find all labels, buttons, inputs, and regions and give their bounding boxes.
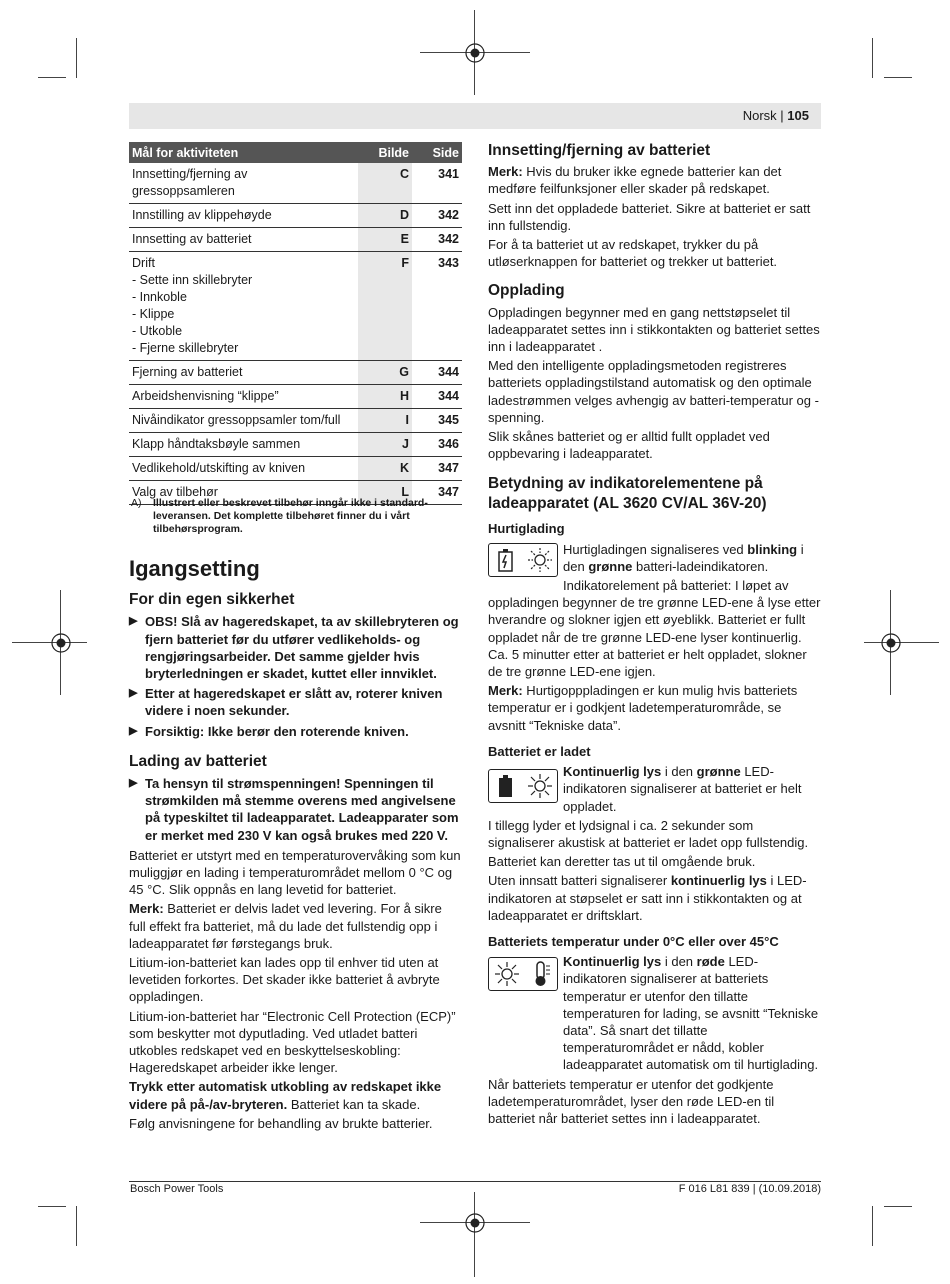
fast-charge-indicator-icon	[488, 543, 558, 577]
thermometer-icon	[529, 960, 553, 988]
battery-charging-icon	[494, 547, 518, 573]
charging-heading: Lading av batteriet	[129, 752, 267, 770]
activity-cell: Nivåindikator gressoppsamler tom/full	[129, 409, 358, 433]
steady-led-icon	[527, 773, 553, 799]
charging-heading: Opplading	[488, 282, 565, 300]
paragraph: Trykk etter automatisk utkobling av redskapet ikke videre på på-/av-bryteren. Batteriet kan ta skade.	[129, 1079, 442, 1112]
registration-mark-icon	[50, 632, 72, 654]
table-row	[129, 204, 462, 228]
paragraph: Indikatorelement på batteriet: I løpet av oppladingen begynner de tre grønne LED-ene å lyse etter hverandre og slokner igjen ett øyeblikk. Batteriet er fullt oppladet når de tre grønne LED-ene lyser kontinuerlig. Ca. 5 minutter etter at batteriet er helt oppladet, slokner de tre grønne LED-ene igjen.	[488, 578, 821, 680]
list-item	[129, 613, 462, 682]
image-cell: C	[358, 163, 412, 204]
table-row	[129, 433, 462, 457]
paragraph: Merk: Hurtigopppladingen er kun mulig hvis batteriets temperatur er i godkjent ladetemperaturområde, se avsnitt “Tekniske data”.	[488, 683, 798, 733]
page-cell: 346	[412, 433, 462, 457]
table-header-activity: Mål for aktiviteten	[129, 142, 358, 163]
registration-mark-icon	[464, 42, 486, 64]
registration-mark-icon	[464, 1212, 486, 1234]
table-row	[129, 457, 462, 481]
activity-cell: Vedlikehold/utskifting av kniven	[129, 457, 358, 481]
list-item	[129, 775, 462, 844]
section-title: Igangsetting	[129, 556, 260, 581]
paragraph: Slik skånes batteriet og er alltid fullt oppladet ved oppbevaring i ladeapparatet.	[488, 429, 770, 462]
paragraph: Merk: Hvis du bruker ikke egnede batterier kan det medføre feilfunksjoner eller skader på redskapet.	[488, 164, 782, 197]
image-cell: H	[358, 385, 412, 409]
paragraph: Sett inn det oppladede batteriet. Sikre at batteriet er satt inn fullstendig.	[488, 200, 811, 233]
right-column	[488, 142, 821, 1129]
paragraph: Oppladingen begynner med en gang nettstøpselet til ladeapparatet settes inn i stikkontakten og batteriet settes inn i ladeapparatet .	[488, 304, 820, 355]
paragraph: Kontinuerlig lys i den røde LED-indikatoren signaliserer at batteriets temperatur er utenfor den tillatte temperaturen for lading, se avsnitt “Tekniske data”. Så snart det tillatte temperaturområdet er nådd, kobler ladeapparatet automatisk om til hurtiglading.	[563, 954, 819, 1073]
table-row	[129, 228, 462, 252]
activity-table	[129, 142, 462, 505]
left-column	[129, 556, 462, 1134]
header-text: Norsk | 105	[742, 108, 809, 123]
activity-cell: Valg av tilbehør	[129, 481, 358, 505]
indicator-heading: Betydning av indikatorelementene på ladeapparatet (AL 3620 CV/AL 36V-20)	[488, 475, 767, 513]
bullet-arrow-icon: ▶	[129, 687, 138, 700]
page-cell: 342	[412, 228, 462, 252]
paragraph: Hurtigladingen signaliseres ved blinking i den grønne batteri-ladeindikatoren.	[563, 541, 804, 574]
paragraph: Når batteriets temperatur er utenfor det godkjente ladetemperaturområdet, lyser den røde LED-en til batteriet når batteriet settes inn i ladeapparatet.	[488, 1076, 775, 1126]
table-row	[129, 385, 462, 409]
paragraph: Følg anvisningene for behandling av brukte batterier.	[129, 1115, 433, 1131]
blinking-led-icon	[527, 547, 553, 573]
fast-charge-block	[488, 541, 821, 734]
safety-heading: For din egen sikkerhet	[129, 591, 295, 609]
charging-warning-list	[129, 775, 462, 844]
image-cell: G	[358, 361, 412, 385]
table-header-image: Bilde	[358, 142, 412, 163]
image-cell: D	[358, 204, 412, 228]
footer-left: Bosch Power Tools	[130, 1183, 224, 1195]
table-body	[129, 163, 462, 505]
table-row	[129, 252, 462, 361]
page-cell: 347	[412, 481, 462, 505]
header-language: Norsk	[742, 108, 777, 123]
safety-item-text: OBS! Slå av hageredskapet, ta av skillebryteren og fjern batteriet før du utfører vedlikeholds- og rengjøringsarbeider. Det samme gjelder hvis bryterledningen er skadet, kuttet eller innviklet.	[145, 614, 459, 682]
footnote-label: A)	[131, 497, 142, 509]
paragraph: Merk: Batteriet er delvis ladet ved levering. For å sikre full effekt fra batteriet, må du lade det fullstendig opp i ladeapparatet før førstegangs bruk.	[129, 901, 442, 951]
charged-block	[488, 763, 821, 924]
paragraph: Uten innsatt batteri signaliserer kontinuerlig lys i LED-indikatoren at støpselet er satt inn i stikkontakten og at ladeapparatet er driftsklart.	[488, 873, 807, 923]
image-cell: E	[358, 228, 412, 252]
header-page-number: 105	[787, 108, 809, 123]
activity-cell: Innstilling av klippehøyde	[129, 204, 358, 228]
temperature-indicator-icon	[488, 957, 558, 991]
fast-charge-heading: Hurtiglading	[488, 521, 565, 537]
list-item	[129, 685, 462, 719]
charging-warning-text: Ta hensyn til strømspenningen! Spenningen til strømkilden må stemme overens med angivelsene på typeskiltet til ladeapparatet. Ladeapparater som er merket med 230 V kan også brukes med 220 V.	[145, 776, 459, 843]
page-cell: 343	[412, 252, 462, 361]
table-row	[129, 361, 462, 385]
paragraph: Batteriet er utstyrt med en temperaturovervåking som kun muliggjør en lading i temperaturområdet mellom 0 °C og 45 °C. Slik oppnås en lang levetid for batteriet.	[129, 847, 461, 898]
battery-full-icon	[494, 773, 518, 799]
page-cell: 345	[412, 409, 462, 433]
page-cell: 347	[412, 457, 462, 481]
safety-list	[129, 613, 462, 739]
footer-divider	[129, 1181, 821, 1182]
paragraph: Kontinuerlig lys i den grønne LED-indikatoren signaliserer at batteriet er helt oppladet.	[563, 764, 802, 814]
list-item	[129, 723, 462, 740]
bullet-arrow-icon: ▶	[129, 724, 138, 737]
steady-led-icon	[494, 961, 520, 987]
table-row	[129, 163, 462, 204]
paragraph: Batteriet kan deretter tas ut til omgående bruk.	[488, 854, 756, 870]
footnote-text: Illustrert eller beskrevet tilbehør inngår ikke i standard-leveransen. Det komplette tilbehøret finner du i vårt tilbehørsprogram.	[153, 497, 428, 535]
image-cell: I	[358, 409, 412, 433]
safety-item-text: Forsiktig: Ikke berør den roterende kniven.	[145, 723, 409, 739]
bullet-arrow-icon: ▶	[129, 777, 138, 790]
image-cell: J	[358, 433, 412, 457]
image-cell: K	[358, 457, 412, 481]
activity-cell: Drift - Sette inn skillebryter - Innkoble - Klippe - Utkoble - Fjerne skillebryter	[129, 252, 358, 361]
charged-indicator-icon	[488, 769, 558, 803]
registration-mark-icon	[880, 632, 902, 654]
image-cell: L	[358, 481, 412, 505]
page-header	[129, 103, 821, 129]
safety-item-text: Etter at hageredskapet er slått av, roterer kniven videre i noen sekunder.	[145, 686, 443, 719]
page-cell: 342	[412, 204, 462, 228]
paragraph: Litium-ion-batteriet har “Electronic Cell Protection (ECP)” som beskytter mot dyputlading. Ved utladet batteri utkobles redskapet ved en beskyttelseskobling: Hageredskapet arbeider ikke lenger.	[129, 1008, 456, 1076]
activity-cell: Innsetting av batteriet	[129, 228, 358, 252]
paragraph: For å ta batteriet ut av redskapet, trykker du på utløserknappen for batteriet og trekker ut batteriet.	[488, 237, 778, 270]
table-row	[129, 409, 462, 433]
paragraph: Med den intelligente oppladingsmetoden registreres batteriets oppladingstilstand automatisk og den optimale ladestrømmen velges avhengig av batteri-temperatur og -spenning.	[488, 358, 819, 425]
page-cell: 341	[412, 163, 462, 204]
temperature-heading: Batteriets temperatur under 0°C eller over 45°C	[488, 933, 779, 949]
paragraph: Litium-ion-batteriet kan lades opp til enhver tid uten at levetiden forkortes. Det skader ikke batteriet å avbryte oppladingen.	[129, 955, 440, 1005]
image-cell: F	[358, 252, 412, 361]
page-cell: 344	[412, 361, 462, 385]
charged-heading: Batteriet er ladet	[488, 743, 591, 759]
activity-cell: Klapp håndtaksbøyle sammen	[129, 433, 358, 457]
activity-cell: Fjerning av batteriet	[129, 361, 358, 385]
paragraph: I tillegg lyder et lydsignal i ca. 2 sekunder som signaliserer akustisk at batteriet er ladet opp fullstendig.	[488, 817, 809, 850]
footer-right: F 016 L81 839 | (10.09.2018)	[678, 1183, 821, 1195]
table-header-page: Side	[412, 142, 462, 163]
page-cell: 344	[412, 385, 462, 409]
insert-heading: Innsetting/fjerning av batteriet	[488, 142, 711, 159]
bullet-arrow-icon: ▶	[129, 615, 138, 628]
activity-cell: Innsetting/fjerning av gressoppsamleren	[129, 163, 358, 204]
table-header-row	[129, 142, 462, 163]
activity-cell: Arbeidshenvisning “klippe”	[129, 385, 358, 409]
temperature-block	[488, 953, 821, 1127]
